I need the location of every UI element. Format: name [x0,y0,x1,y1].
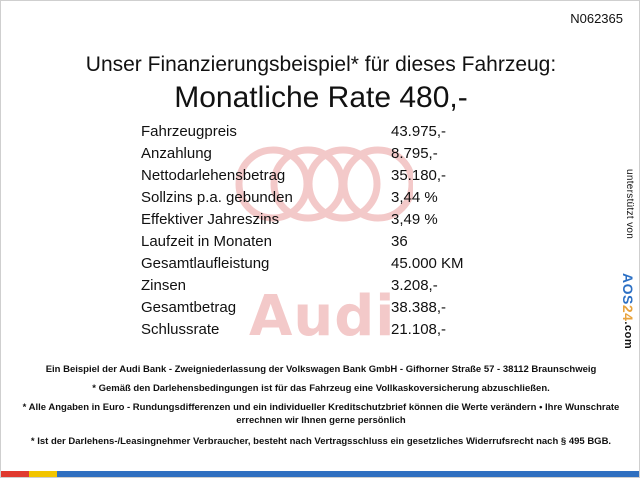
brand-suffix: .com [622,321,634,350]
table-row [141,121,541,143]
table-row [141,187,541,209]
monthly-rate-heading: Monatliche Rate 480,- [174,81,468,114]
spec-value: 45.000 KM [391,255,464,272]
supported-by-label: unterstützt von [624,169,635,240]
bottom-color-bar [1,471,640,477]
page-title: Unser Finanzierungsbeispiel* für dieses Fahrzeug: [85,53,557,76]
spec-value: 36 [391,233,408,250]
aos24-brand-label [620,273,636,349]
legal-line-1: Ein Beispiel der Audi Bank - Zweigniederlassung der Volkswagen Bank GmbH - Gifhorner Straße 57 - 38112 Braunschweig [45,364,597,375]
spec-value: 8.795,- [391,145,438,162]
spec-label: Gesamtlaufleistung [141,255,270,272]
legal-disclaimer [19,363,623,454]
table-row [141,253,541,275]
legal-line-3: * Alle Angaben in Euro - Rundungsdifferenzen und ein individueller Kreditschutzbrief können die Werte verändern • Ihre Wunschrate errechnen wir Ihnen gerne persönlich [22,401,620,427]
audi-wordmark: Audi [249,284,396,349]
spec-value: 3,49 % [391,211,438,228]
table-row [141,231,541,253]
spec-label: Gesamtbetrag [141,299,237,316]
spec-value: 38.388,- [391,299,447,316]
table-row [141,209,541,231]
spec-label: Nettodarlehensbetrag [141,167,286,184]
brand-prefix: AOS [620,273,636,305]
spec-label: Anzahlung [141,145,212,162]
spec-label: Fahrzeugpreis [141,123,237,140]
spec-value: 3.208,- [391,277,438,294]
legal-line-2: * Gemäß den Darlehensbedingungen ist für das Fahrzeug eine Vollkaskoversicherung abzuschließen. [92,382,550,394]
spec-label: Sollzins p.a. gebunden [141,189,293,206]
spec-value: 3,44 % [391,189,438,206]
spec-value: 43.975,- [391,123,447,140]
spec-value: 35.180,- [391,167,447,184]
table-row [141,143,541,165]
table-row [141,165,541,187]
spec-label: Zinsen [141,277,187,294]
bar-segment-yellow [29,471,57,477]
table-row [141,297,541,319]
bar-segment-blue [57,471,640,477]
finance-details-table [141,121,541,341]
spec-label: Schlussrate [141,321,220,338]
table-row [141,275,541,297]
bar-segment-red [1,471,29,477]
table-row [141,319,541,341]
brand-number: 24 [620,304,636,322]
spec-label: Effektiver Jahreszins [141,211,280,228]
document-id-code: N062365 [570,11,623,26]
spec-label: Laufzeit in Monaten [141,233,272,250]
spec-value: 21.108,- [391,321,447,338]
legal-line-4: * Ist der Darlehens-/Leasingnehmer Verbraucher, besteht nach Vertragsschluss ein gesetzliches Widerrufsrecht nach § 495 BGB. [30,436,612,448]
